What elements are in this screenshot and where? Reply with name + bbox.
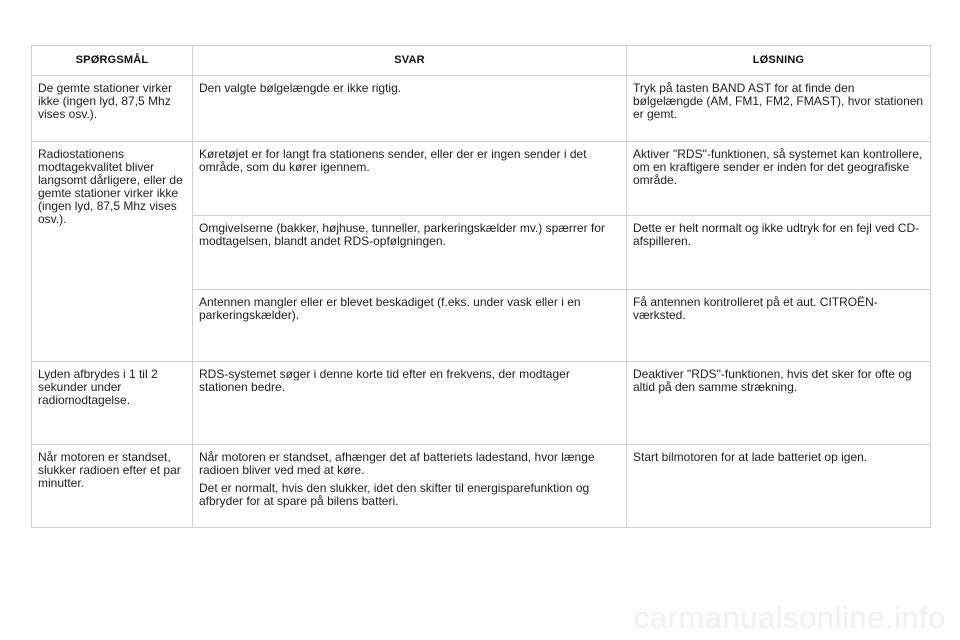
answer-cell: Omgivelserne (bakker, højhuse, tunneller, parkeringskælder mv.) spærrer for modtagelsen, blandt andet RDS-opfølgningen. — [193, 216, 627, 290]
answer-paragraph: Det er normalt, hvis den slukker, idet den skifter til energisparefunktion og afbryder for at spare på bilens batteri. — [199, 481, 590, 508]
header-answer: SVAR — [193, 46, 627, 76]
solution-cell: Aktiver "RDS"-funktionen, så systemet kan kontrollere, om en kraftigere sender er inden for det geografiske område. — [627, 142, 931, 216]
watermark: carmanualsonline.info — [633, 600, 946, 635]
header-solution: LØSNING — [627, 46, 931, 76]
answer-cell: RDS-systemet søger i denne korte tid efter en frekvens, der modtager stationen bedre. — [193, 362, 627, 445]
header-row — [32, 46, 931, 76]
solution-cell: Dette er helt normalt og ikke udtryk for en fejl ved CD-afspilleren. — [627, 216, 931, 290]
table-row — [32, 445, 931, 528]
header-question: SPØRGSMÅL — [32, 46, 193, 76]
table-row — [32, 142, 931, 216]
question-cell: De gemte stationer virker ikke (ingen lyd, 87,5 Mhz vises osv.). — [32, 76, 193, 142]
question-cell: Lyden afbrydes i 1 til 2 sekunder under radiomodtagelse. — [32, 362, 193, 445]
solution-cell: Start bilmotoren for at lade batteriet op igen. — [627, 445, 931, 528]
solution-cell: Deaktiver "RDS"-funktionen, hvis det sker for ofte og altid på den samme strækning. — [627, 362, 931, 445]
answer-paragraph: Når motoren er standset, afhænger det af batteriets ladestand, hvor længe radioen bliver ved med at køre. — [199, 450, 595, 477]
answer-cell: Antennen mangler eller er blevet beskadiget (f.eks. under vask eller i en parkeringskælder). — [193, 290, 627, 362]
question-cell: Når motoren er standset, slukker radioen efter et par minutter. — [32, 445, 193, 528]
solution-cell: Tryk på tasten BAND AST for at finde den bølgelængde (AM, FM1, FM2, FMAST), hvor stationen er gemt. — [627, 76, 931, 142]
table-row — [32, 76, 931, 142]
table-row — [32, 362, 931, 445]
answer-cell: Køretøjet er for langt fra stationens sender, eller der er ingen sender i det område, som du kører igennem. — [193, 142, 627, 216]
troubleshooting-table — [31, 45, 931, 528]
answer-cell: Den valgte bølgelængde er ikke rigtig. — [193, 76, 627, 142]
solution-cell: Få antennen kontrolleret på et aut. CITROËN-værksted. — [627, 290, 931, 362]
question-cell: Radiostationens modtagekvalitet bliver langsomt dårligere, eller de gemte stationer virker ikke (ingen lyd, 87,5 Mhz vises osv.). — [32, 142, 193, 362]
answer-cell — [193, 445, 627, 528]
